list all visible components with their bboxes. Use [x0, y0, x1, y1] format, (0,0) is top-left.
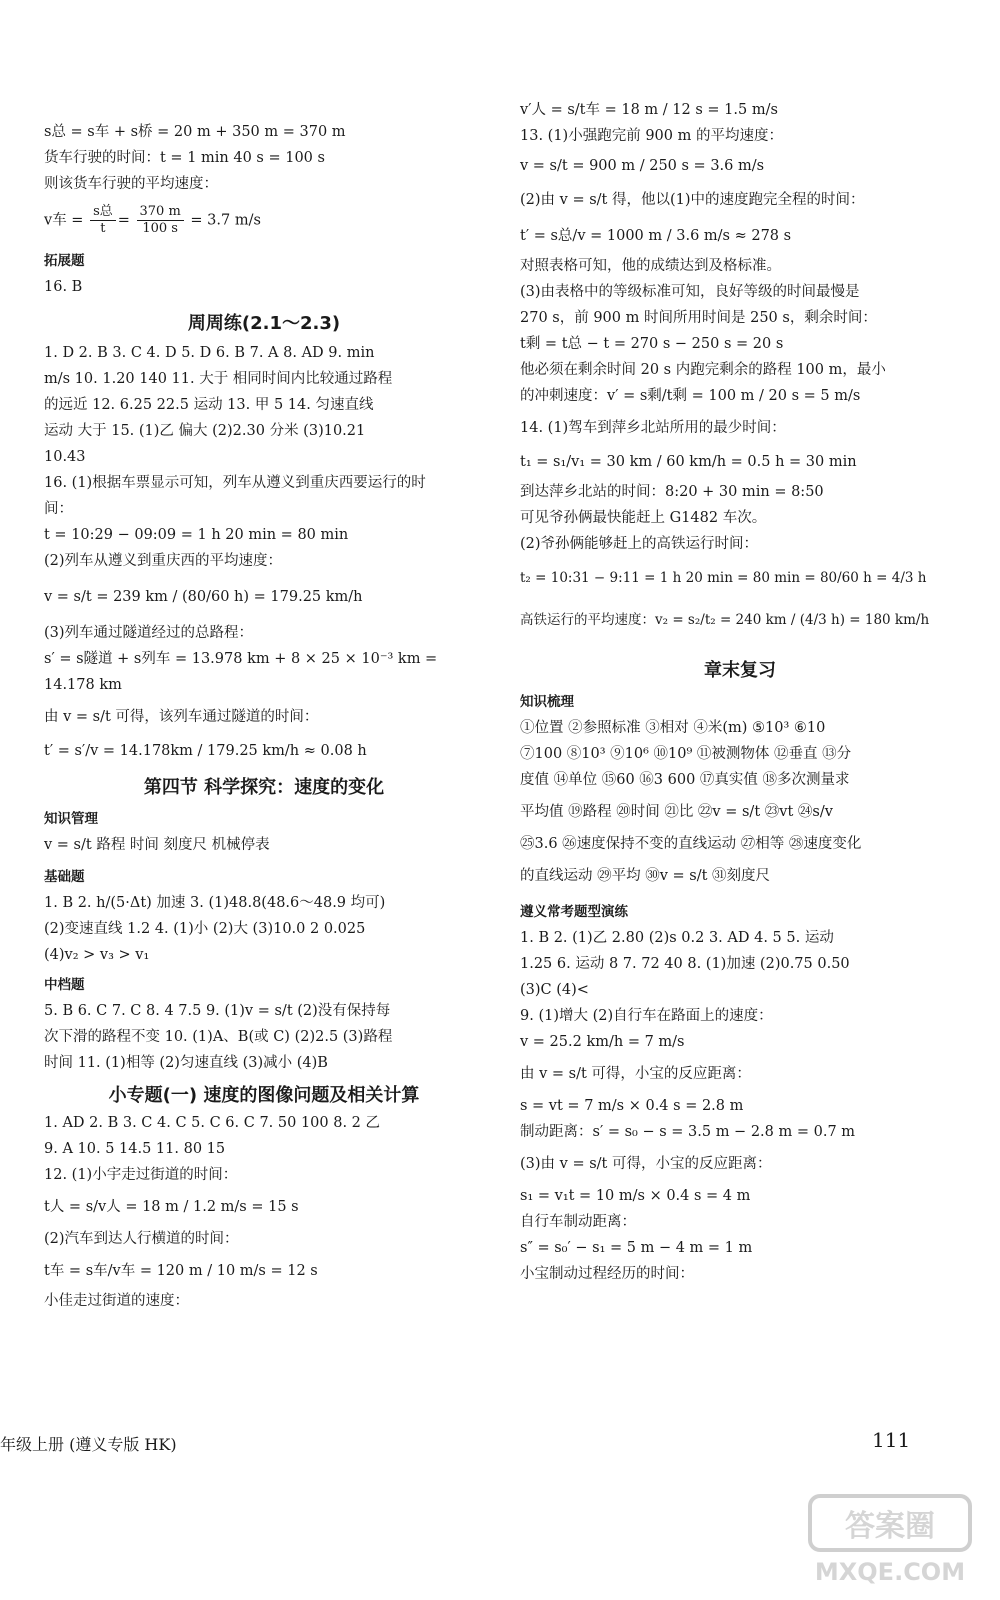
formula-truck-speed: v车 = $\frac{\text{s总}}{t}$ = $\frac{370 m}{100 s}$ = 3.7 m/s: [44, 204, 261, 236]
text-line: 由 v = s/t 可得，该列车通过隧道的时间：: [44, 709, 319, 725]
text-line: 1. B 2. h/(5·Δt) 加速 3. (1)48.8(48.6～48.9 均可): [44, 895, 386, 911]
text-line: v = 25.2 km/h = 7 m/s: [520, 1034, 685, 1050]
text-line: (2)由 v = s/t 得，他以(1)中的速度跑完全程的时间：: [520, 192, 865, 208]
text-line: 的直线运动 ㉙平均 ㉚v = s/t ㉛刻度尺: [520, 868, 771, 884]
text-line: t′ = s′/v = 14.178km / 179.25 km/h ≈ 0.08 h: [44, 743, 367, 759]
text-line: 小佳走过街道的速度：: [44, 1293, 189, 1309]
text-line: v = s/t 路程 时间 刻度尺 机械停表: [44, 837, 270, 853]
text-line: (2)汽车到达人行横道的时间：: [44, 1231, 239, 1247]
denominator: t: [100, 221, 106, 236]
text-line: 到达萍乡北站的时间：8:20 + 30 min = 8:50: [520, 484, 824, 500]
formula-rhs: = 3.7 m/s: [190, 212, 261, 229]
text-line: s′ = s隧道 + s列车 = 13.978 km + 8 × 25 × 10⁻³ km =: [44, 651, 438, 667]
text-line: (2)变速直线 1.2 4. (1)小 (2)大 (3)10.0 2 0.025: [44, 921, 366, 937]
text-line: 可见爷孙俩最快能赶上 G1482 车次。: [520, 510, 767, 526]
text-line: m/s 10. 1.20 140 11. 大于 相同时间内比较通过路程: [44, 371, 393, 387]
text-line: 1. AD 2. B 3. C 4. C 5. C 6. C 7. 50 100 8. 2 乙: [44, 1115, 381, 1131]
text-line: s = vt = 7 m/s × 0.4 s = 2.8 m: [520, 1098, 744, 1114]
section-heading: 知识梳理: [520, 694, 574, 710]
text-line: (3)C (4)<: [520, 982, 589, 998]
section-heading: 基础题: [44, 869, 85, 885]
text-line: 次下滑的路程不变 10. (1)A、B(或 C) (2)2.5 (3)路程: [44, 1029, 393, 1045]
text-line: t₁ = s₁/v₁ = 30 km / 60 km/h = 0.5 h = 30 min: [520, 454, 857, 470]
formula-train-speed: v = s/t = 239 km / (80/60 h) = 179.25 km/h: [44, 589, 363, 605]
text-line: 13. (1)小强跑完前 900 m 的平均速度：: [520, 128, 783, 144]
text-line: s₁ = v₁t = 10 m/s × 0.4 s = 4 m: [520, 1188, 751, 1204]
numerator: s总: [90, 204, 116, 221]
text-line: 的远近 12. 6.25 22.5 运动 13. 甲 5 14. 匀速直线: [44, 397, 374, 413]
text-line: 平均值 ⑲路程 ⑳时间 ㉑比 ㉒v = s/t ㉓vt ㉔s/v: [520, 804, 833, 820]
text-line: v = s/t = 900 m / 250 s = 3.6 m/s: [520, 158, 765, 174]
section-heading: 拓展题: [44, 253, 85, 269]
text-line: 运动 大于 15. (1)乙 偏大 (2)2.30 分米 (3)10.21: [44, 423, 366, 439]
weekly-practice-title: 周周练(2.1～2.3): [187, 313, 341, 334]
text-line: 间：: [44, 501, 73, 517]
watermark-logo: [800, 1490, 980, 1590]
text-line: s总 = s车 + s桥 = 20 m + 350 m = 370 m: [44, 124, 346, 140]
section-heading: 知识管理: [44, 811, 98, 827]
text-line: 9. A 10. 5 14.5 11. 80 15: [44, 1141, 226, 1157]
text-line: 10.43: [44, 449, 86, 465]
topic-title: 小专题(一) 速度的图像问题及相关计算: [108, 1085, 420, 1106]
text-line: ①位置 ②参照标准 ③相对 ④米(m) ⑤10³ ⑥10: [520, 720, 826, 736]
answer-line: 16. B: [44, 279, 83, 295]
numerator: 370 m: [137, 204, 184, 221]
text-line: v′人 = s/t车 = 18 m / 12 s = 1.5 m/s: [520, 102, 778, 118]
text-line: 自行车制动距离：: [520, 1214, 636, 1230]
text-line: 小宝制动过程经历的时间：: [520, 1266, 694, 1282]
text-line: 货车行驶的时间：t = 1 min 40 s = 100 s: [44, 150, 325, 166]
text-line: 14. (1)驾车到萍乡北站所用的最少时间：: [520, 420, 786, 436]
svg-text:答案圈: 答案圈: [845, 1509, 935, 1544]
text-line: 度值 ⑭单位 ⑮60 ⑯3 600 ⑰真实值 ⑱多次测量求: [520, 772, 850, 788]
text-line: 270 s，前 900 m 时间所用时间是 250 s，剩余时间：: [520, 310, 877, 326]
svg-text:MXQE.COM: MXQE.COM: [814, 1558, 966, 1586]
denominator: 100 s: [142, 221, 178, 236]
text-line: (3)列车通过隧道经过的总路程：: [44, 625, 254, 641]
text-line: 的冲刺速度：v′ = s剩/t剩 = 100 m / 20 s = 5 m/s: [520, 388, 861, 404]
text-line: t = 10:29 − 09:09 = 1 h 20 min = 80 min: [44, 527, 349, 543]
right-column: [520, 100, 960, 1284]
text-line: t剩 = t总 − t = 270 s − 250 s = 20 s: [520, 336, 784, 352]
text-line: (3)由表格中的等级标准可知，良好等级的时间最慢是: [520, 284, 860, 300]
text-line: 对照表格可知，他的成绩达到及格标准。: [520, 258, 781, 274]
text-line: 高铁运行的平均速度：v₂ = s₂/t₂ = 240 km / (4/3 h) = 180 km/h: [520, 612, 930, 628]
text-line: 时间 11. (1)相等 (2)匀速直线 (3)减小 (4)B: [44, 1055, 328, 1071]
formula-lhs: v车 =: [44, 212, 84, 229]
text-line: ⑦100 ⑧10³ ⑨10⁶ ⑩10⁹ ⑪被测物体 ⑫垂直 ⑬分: [520, 746, 852, 762]
section-heading: 遵义常考题型演练: [520, 904, 628, 920]
text-line: 16. (1)根据车票显示可知，列车从遵义到重庆西要运行的时: [44, 475, 426, 491]
text-line: t₂ = 10:31 − 9:11 = 1 h 20 min = 80 min = 80/60 h = 4/3 h: [520, 570, 927, 586]
text-line: (4)v₂ > v₃ > v₁: [44, 947, 150, 963]
text-line: 由 v = s/t 可得，小宝的反应距离：: [520, 1066, 751, 1082]
text-line: 他必须在剩余时间 20 s 内跑完剩余的路程 100 m，最小: [520, 362, 886, 378]
text-line: 5. B 6. C 7. C 8. 4 7.5 9. (1)v = s/t (2)没有保持每: [44, 1003, 391, 1019]
text-line: t车 = s车/v车 = 120 m / 10 m/s = 12 s: [44, 1263, 318, 1279]
text-line: t′ = s总/v = 1000 m / 3.6 m/s ≈ 278 s: [520, 228, 792, 244]
text-line: 1. B 2. (1)乙 2.80 (2)s 0.2 3. AD 4. 5 5. 运动: [520, 930, 834, 946]
text-line: 1.25 6. 运动 8 7. 72 40 8. (1)加速 (2)0.75 0.50: [520, 956, 850, 972]
text-line: 1. D 2. B 3. C 4. D 5. D 6. B 7. A 8. AD 9. min: [44, 345, 375, 361]
text-line: ㉕3.6 ㉖速度保持不变的直线运动 ㉗相等 ㉘速度变化: [520, 836, 862, 852]
text-line: 9. (1)增大 (2)自行车在路面上的速度：: [520, 1008, 773, 1024]
text-line: 制动距离：s′ = s₀ − s = 3.5 m − 2.8 m = 0.7 m: [520, 1124, 856, 1140]
page-number: 111: [872, 1428, 911, 1452]
section-heading: 中档题: [44, 977, 85, 993]
chapter-review-title: 章末复习: [704, 660, 776, 681]
text-line: 14.178 km: [44, 677, 122, 693]
text-line: 则该货车行驶的平均速度：: [44, 176, 218, 192]
fraction: [137, 204, 184, 237]
text-line: (2)列车从遵义到重庆西的平均速度：: [44, 553, 283, 569]
left-column: [44, 110, 484, 1311]
fraction: [90, 204, 116, 237]
text-line: (2)爷孙俩能够赶上的高铁运行时间：: [520, 536, 759, 552]
text-line: 12. (1)小宇走过街道的时间：: [44, 1167, 238, 1183]
text-line: (3)由 v = s/t 可得，小宝的反应距离：: [520, 1156, 772, 1172]
text-line: s″ = s₀′ − s₁ = 5 m − 4 m = 1 m: [520, 1240, 753, 1256]
text-line: t人 = s/v人 = 18 m / 1.2 m/s = 15 s: [44, 1199, 299, 1215]
footer-edition: 年级上册 (遵义专版 HK): [0, 1435, 177, 1454]
section4-title: 第四节 科学探究：速度的变化: [143, 777, 385, 798]
